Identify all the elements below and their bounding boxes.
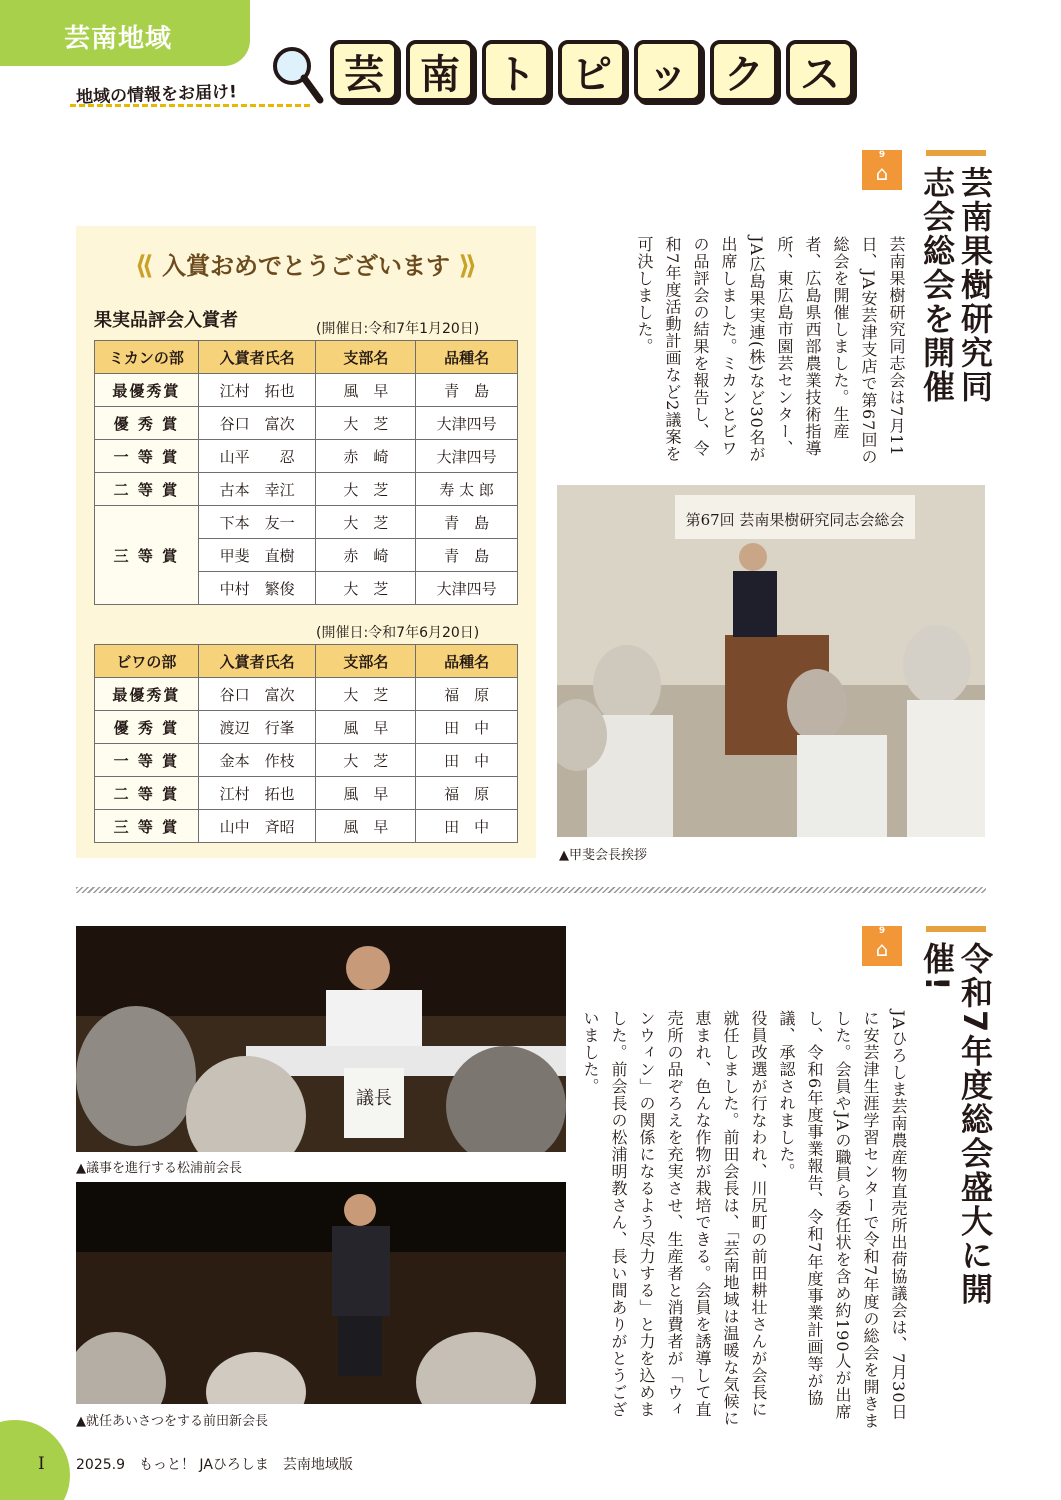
article2-paragraph-1: JAひろしま芸南農産物直売所出荷協議会は、7月30日に安芸津生涯学習センターで令和7年度の総会を開きました。会員やJAの職員ら委任状を含め約190人が出席し、令和6年度事業報告、令和7年度事業計画等が協議、承認されました。	[777, 1010, 908, 1430]
region-label: 芸南地域	[64, 24, 173, 54]
biwa-table	[94, 644, 518, 843]
table-header-cell: 支部名	[316, 645, 416, 678]
article2-accent-bar	[926, 926, 986, 932]
chair-sign-text: 議長	[356, 1088, 392, 1109]
variety-cell: 大津四号	[416, 572, 518, 605]
prize-cell: 二 等 賞	[95, 473, 199, 506]
article2-photo-2	[76, 1182, 566, 1404]
branch-cell: 大 芝	[316, 473, 416, 506]
variety-cell: 田 中	[416, 810, 518, 843]
prize-cell: 一 等 賞	[95, 440, 199, 473]
article1-body: 芸南果樹研究同志会は7月11日、JA安芸津支店で第67回の総会を開催しました。生産者、広島県西部農業技術指導所、東広島市園芸センター、JA広島果実連(株)など30名が出席しました。ミカンとビワの品評会の結果を報告し、令和7年度活動計画など2議案を可決しました。	[635, 236, 906, 466]
footer-issue-text: 2025.9 もっと！ JAひろしま 芸南地域版	[76, 1457, 353, 1473]
table-header-row	[95, 341, 518, 374]
prize-cell: 優 秀 賞	[95, 711, 199, 744]
table-header-cell: 入賞者氏名	[198, 645, 316, 678]
article2-photo-1	[76, 926, 566, 1152]
branch-cell: 風 早	[316, 711, 416, 744]
branch-cell: 風 早	[316, 374, 416, 407]
branch-cell: 大 芝	[316, 506, 416, 539]
name-cell: 江村 拓也	[198, 374, 316, 407]
table-header-cell: 品種名	[416, 645, 518, 678]
variety-cell: 大津四号	[416, 440, 518, 473]
table-row	[95, 407, 518, 440]
name-cell: 谷口 富次	[198, 407, 316, 440]
name-cell: 甲斐 直樹	[198, 539, 316, 572]
variety-cell: 田 中	[416, 744, 518, 777]
title-char-box: 南	[406, 40, 474, 102]
table-header-row	[95, 645, 518, 678]
prize-cell: 三 等 賞	[95, 810, 199, 843]
title-char-box: ス	[786, 40, 854, 102]
prize-cell: 優 秀 賞	[95, 407, 199, 440]
award-panel	[76, 226, 536, 858]
table-row	[95, 711, 518, 744]
name-cell: 江村 拓也	[198, 777, 316, 810]
prize-cell: 三 等 賞	[95, 506, 199, 605]
page-number: I	[38, 1454, 45, 1474]
name-cell: 山中 斉昭	[198, 810, 316, 843]
table-row	[95, 473, 518, 506]
table-row	[95, 440, 518, 473]
title-char-box: ッ	[634, 40, 702, 102]
variety-cell: 福 原	[416, 678, 518, 711]
name-cell: 谷口 富次	[198, 678, 316, 711]
photo-banner-text: 第67回 芸南果樹研究同志会総会	[685, 511, 905, 529]
variety-cell: 青 島	[416, 506, 518, 539]
variety-cell: 青 島	[416, 374, 518, 407]
branch-cell: 大 芝	[316, 744, 416, 777]
prize-cell: 最優秀賞	[95, 374, 199, 407]
branch-cell: 大 芝	[316, 678, 416, 711]
section-divider	[76, 887, 986, 893]
variety-cell: 田 中	[416, 711, 518, 744]
table-header-cell: 入賞者氏名	[198, 341, 316, 374]
prize-cell: 最優秀賞	[95, 678, 199, 711]
name-cell: 古本 幸江	[198, 473, 316, 506]
sdg-goal-icon: 9 ⌂	[862, 150, 902, 190]
name-cell: 渡辺 行峯	[198, 711, 316, 744]
prize-cell: 一 等 賞	[95, 744, 199, 777]
sdg-goal-icon: 9 ⌂	[862, 926, 902, 966]
prize-cell: 二 等 賞	[95, 777, 199, 810]
region-tab	[0, 0, 250, 66]
branch-cell: 赤 崎	[316, 539, 416, 572]
mikan-date: (開催日:令和7年1月20日)	[316, 321, 480, 337]
table-row	[95, 374, 518, 407]
table-header-cell: ミカンの部	[95, 341, 199, 374]
name-cell: 金本 作枝	[198, 744, 316, 777]
title-char-box: ク	[710, 40, 778, 102]
branch-cell: 大 芝	[316, 572, 416, 605]
article1-photo-caption: ▲甲斐会長挨拶	[559, 848, 647, 863]
branch-cell: 赤 崎	[316, 440, 416, 473]
award-title	[76, 246, 536, 281]
page-title	[330, 40, 854, 102]
name-cell: 中村 繁俊	[198, 572, 316, 605]
article2-paragraph-2: 役員改選が行なわれ、川尻町の前田耕壮さんが会長に就任しました。前田会長は、「芸南地域は温暖な気候に恵まれ、色んな作物が栽培できる。会員を誘導して直売所の品ぞろえを充実させ、生産者と消費者が「ウィンウィン」の関係になるよう尽力する」と力を込めました。前会長の松浦明教さん、長い間ありがとうございました。	[581, 1010, 768, 1427]
title-char-box: ト	[482, 40, 550, 102]
table-header-cell: ビワの部	[95, 645, 199, 678]
article2-body	[581, 1010, 912, 1430]
table-row	[95, 810, 518, 843]
branch-cell: 大 芝	[316, 407, 416, 440]
biwa-date: (開催日:令和7年6月20日)	[316, 625, 480, 641]
name-cell: 下本 友一	[198, 506, 316, 539]
table-header-cell: 支部名	[316, 341, 416, 374]
table-row	[95, 777, 518, 810]
award-section-label: 果実品評会入賞者	[94, 310, 238, 331]
mikan-table	[94, 340, 518, 605]
article1-accent-bar	[926, 150, 986, 156]
name-cell: 山平 忍	[198, 440, 316, 473]
article2-photo-1-caption: ▲議事を進行する松浦前会長	[76, 1161, 242, 1176]
magnifier-icon	[270, 44, 326, 106]
variety-cell: 寿 太 郎	[416, 473, 518, 506]
tagline: 地域の情報をお届け!	[75, 82, 238, 108]
title-char-box: 芸	[330, 40, 398, 102]
article2-photo-2-caption: ▲就任あいさつをする前田新会長	[76, 1414, 268, 1429]
table-row	[95, 506, 518, 539]
wheat-left-icon: ⟪	[134, 251, 154, 281]
table-header-cell: 品種名	[416, 341, 518, 374]
award-title-text: 入賞おめでとうございます	[162, 252, 450, 280]
article1-photo	[557, 485, 985, 837]
article2-headline: 令和7年度総会盛大に開催!	[918, 942, 994, 1307]
table-row	[95, 744, 518, 777]
branch-cell: 風 早	[316, 777, 416, 810]
table-row	[95, 678, 518, 711]
title-char-box: ピ	[558, 40, 626, 102]
variety-cell: 大津四号	[416, 407, 518, 440]
wheat-right-icon: ⟫	[458, 251, 478, 281]
variety-cell: 福 原	[416, 777, 518, 810]
variety-cell: 青 島	[416, 539, 518, 572]
footer-decoration	[0, 1420, 70, 1500]
branch-cell: 風 早	[316, 810, 416, 843]
article1-headline: 芸南果樹研究同志会総会を開催	[918, 166, 994, 404]
